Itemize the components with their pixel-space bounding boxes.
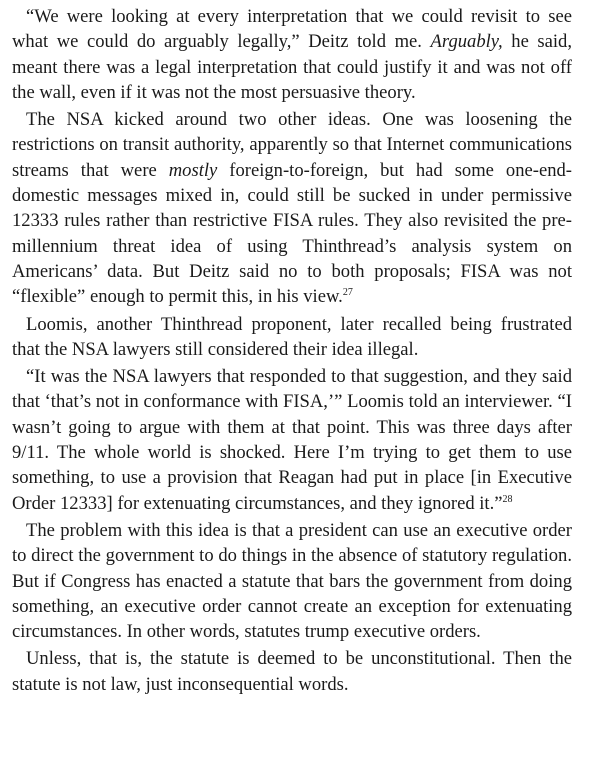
footnote-ref-28: 28: [502, 493, 513, 505]
paragraph-4-text: “It was the NSA lawyers that responded to that suggestion, and they said that ‘that’s not in conformance with FISA,’” Loomis told an interviewer. “I wasn’t going to argue with them at that point. This was three days after 9/11. The whole world is shocked. Here I’m trying to get them to use something, to use a provision that Reagan had put in place [in Executive Order 12333] for extenuating circumstances, and they ignored it.”: [12, 366, 572, 514]
paragraph-1: [12, 4, 572, 105]
book-page-text: [12, 4, 572, 699]
paragraph-1-emphasis: Arguably,: [430, 31, 503, 53]
paragraph-5: [12, 518, 572, 644]
paragraph-2-emphasis: mostly: [168, 159, 218, 181]
paragraph-3-text: Loomis, another Thinthread proponent, later recalled being frustrated that the NSA lawyers still considered their idea illegal.: [12, 313, 572, 360]
paragraph-6-text: Unless, that is, the statute is deemed to be unconstitutional. Then the statute is not law, just inconsequential words.: [12, 648, 572, 695]
paragraph-2: [12, 107, 572, 309]
paragraph-3: [12, 312, 572, 363]
paragraph-6: [12, 646, 572, 697]
paragraph-1-text-cont: he said, meant there was a legal interpretation that could justify it and was not off the wall, even if it was not the most persuasive theory.: [12, 31, 573, 103]
paragraph-5-text: The problem with this idea is that a president can use an executive order to direct the government to do things in the absence of statutory regulation. But if Congress has enacted a statute that bars the government from doing something, an executive order cannot create an exception for extenuating circumstances. In other words, statutes trump executive orders.: [12, 519, 572, 643]
paragraph-2-text-cont: foreign-to-foreign, but had some one-end-domestic messages mixed in, could still be sucked in under permissive 12333 rules rather than restrictive FISA rules. They also revisited the pre-millennium threat idea of using Thinthread’s analysis system on Americans’ data. But Deitz said no to both proposals; FISA was not “flexible” enough to permit this, in his view.: [12, 159, 572, 308]
footnote-ref-27: 27: [342, 287, 353, 299]
paragraph-1-text: “We were looking at every interpretation that we could revisit to see what we could do arguably legally,” Deitz told me.: [12, 6, 572, 53]
paragraph-4: [12, 364, 572, 516]
paragraph-2-text: The NSA kicked around two other ideas. One was loosening the restrictions on transit authority, apparently so that Internet communications streams that were: [12, 109, 572, 181]
